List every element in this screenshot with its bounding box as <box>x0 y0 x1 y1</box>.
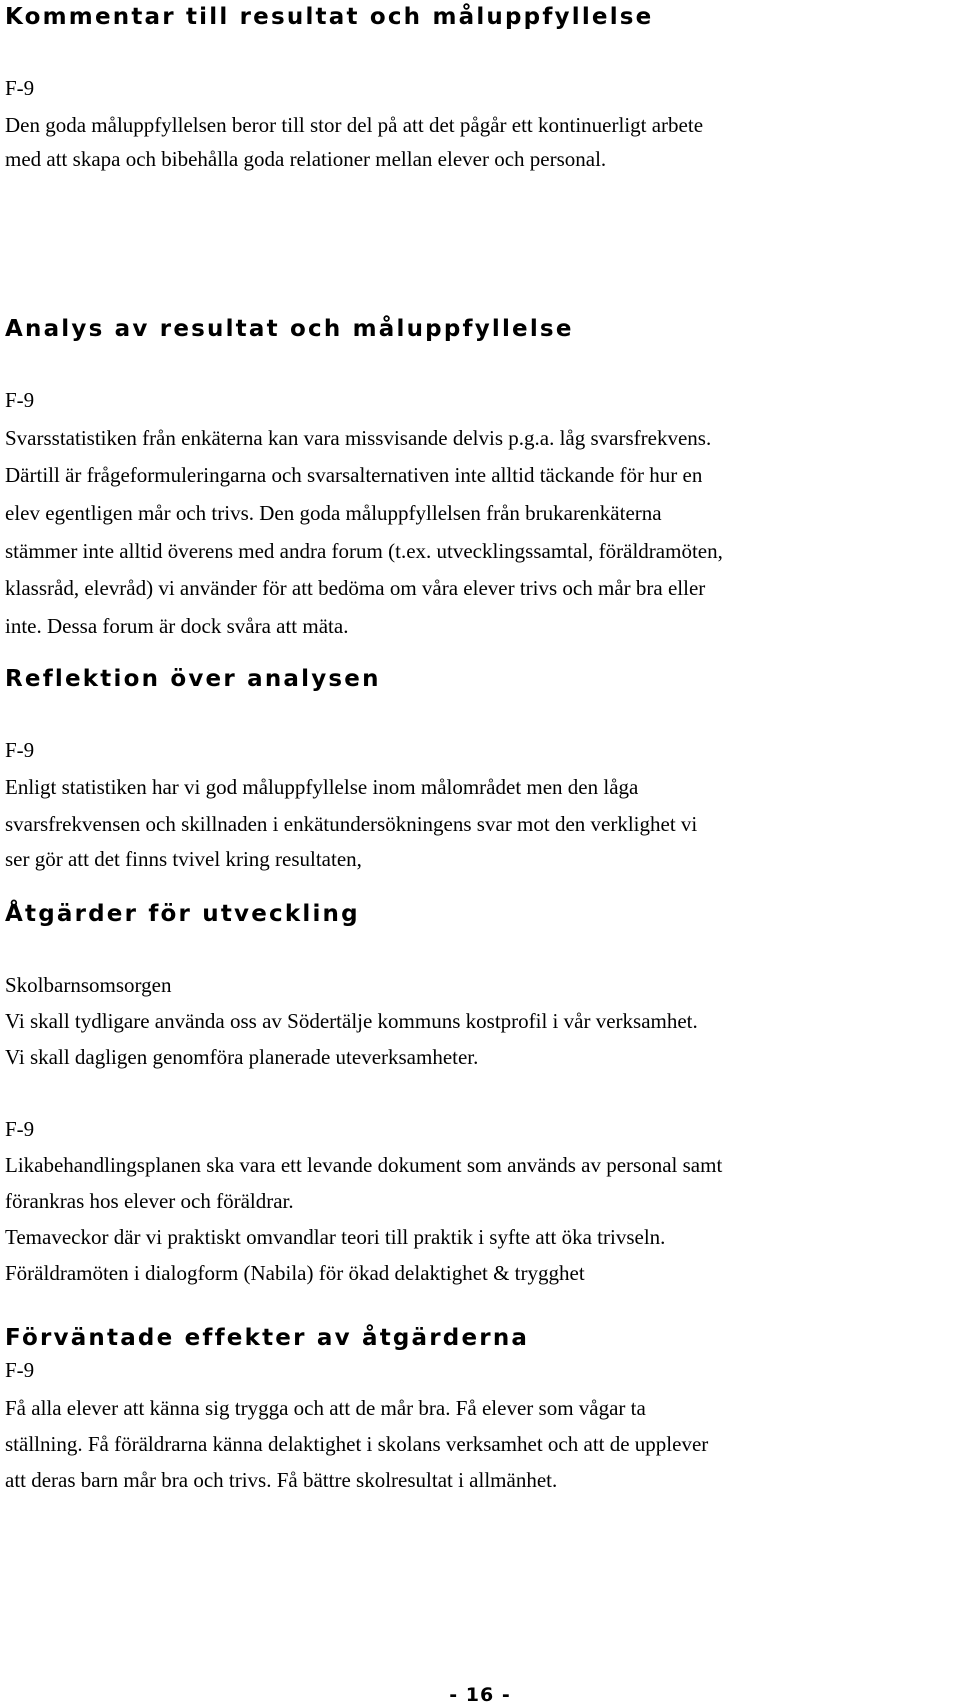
paragraph-line: F-9 <box>5 738 35 762</box>
section-heading: Kommentar till resultat och måluppfyllelse <box>5 4 654 30</box>
paragraph-line: F-9 <box>5 1117 35 1141</box>
paragraph-line: elev egentligen mår och trivs. Den goda måluppfyllelsen från brukarenkäterna <box>5 501 662 525</box>
paragraph-line: stämmer inte alltid överens med andra forum (t.ex. utvecklingssamtal, föräldramöten, <box>5 539 723 563</box>
paragraph-line: F-9 <box>5 388 35 412</box>
section-heading: Åtgärder för utveckling <box>5 901 360 927</box>
paragraph-line: Få alla elever att känna sig trygga och att de mår bra. Få elever som vågar ta <box>5 1396 646 1420</box>
section-heading: Analys av resultat och måluppfyllelse <box>5 316 574 342</box>
section-heading: Förväntade effekter av åtgärderna <box>5 1325 530 1351</box>
paragraph-line: Därtill är frågeformuleringarna och svarsalternativen inte alltid täckande för hur en <box>5 463 703 487</box>
paragraph-line: F-9 <box>5 1358 35 1382</box>
paragraph-line: inte. Dessa forum är dock svåra att mäta. <box>5 614 349 638</box>
paragraph-line: förankras hos elever och föräldrar. <box>5 1189 294 1213</box>
paragraph-line: Föräldramöten i dialogform (Nabila) för ökad delaktighet & trygghet <box>5 1261 585 1285</box>
paragraph-line: Vi skall tydligare använda oss av Södertälje kommuns kostprofil i vår verksamhet. <box>5 1009 698 1033</box>
paragraph-line: klassråd, elevråd) vi använder för att bedöma om våra elever trivs och mår bra eller <box>5 576 706 600</box>
paragraph-line: Vi skall dagligen genomföra planerade uteverksamheter. <box>5 1045 479 1069</box>
paragraph-line: ställning. Få föräldrarna känna delaktighet i skolans verksamhet och att de upplever <box>5 1432 709 1456</box>
paragraph-line: F-9 <box>5 76 35 100</box>
paragraph-line: Skolbarnsomsorgen <box>5 973 172 997</box>
section-heading: Reflektion över analysen <box>5 666 381 692</box>
paragraph-line: att deras barn mår bra och trivs. Få bättre skolresultat i allmänhet. <box>5 1468 558 1492</box>
paragraph-line: Den goda måluppfyllelsen beror till stor del på att det pågår ett kontinuerligt arbete <box>5 113 704 137</box>
page-number: - 16 - <box>449 1684 511 1706</box>
paragraph-line: ser gör att det finns tvivel kring resultaten, <box>5 847 362 871</box>
paragraph-line: Temaveckor där vi praktiskt omvandlar teori till praktik i syfte att öka trivseln. <box>5 1225 666 1249</box>
paragraph-line: Svarsstatistiken från enkäterna kan vara missvisande delvis p.g.a. låg svarsfrekvens. <box>5 426 712 450</box>
paragraph-line: Enligt statistiken har vi god måluppfyllelse inom målområdet men den låga <box>5 775 639 799</box>
paragraph-line: Likabehandlingsplanen ska vara ett levande dokument som används av personal samt <box>5 1153 723 1177</box>
paragraph-line: svarsfrekvensen och skillnaden i enkätundersökningens svar mot den verklighet vi <box>5 812 698 836</box>
paragraph-line: med att skapa och bibehålla goda relationer mellan elever och personal. <box>5 147 607 171</box>
